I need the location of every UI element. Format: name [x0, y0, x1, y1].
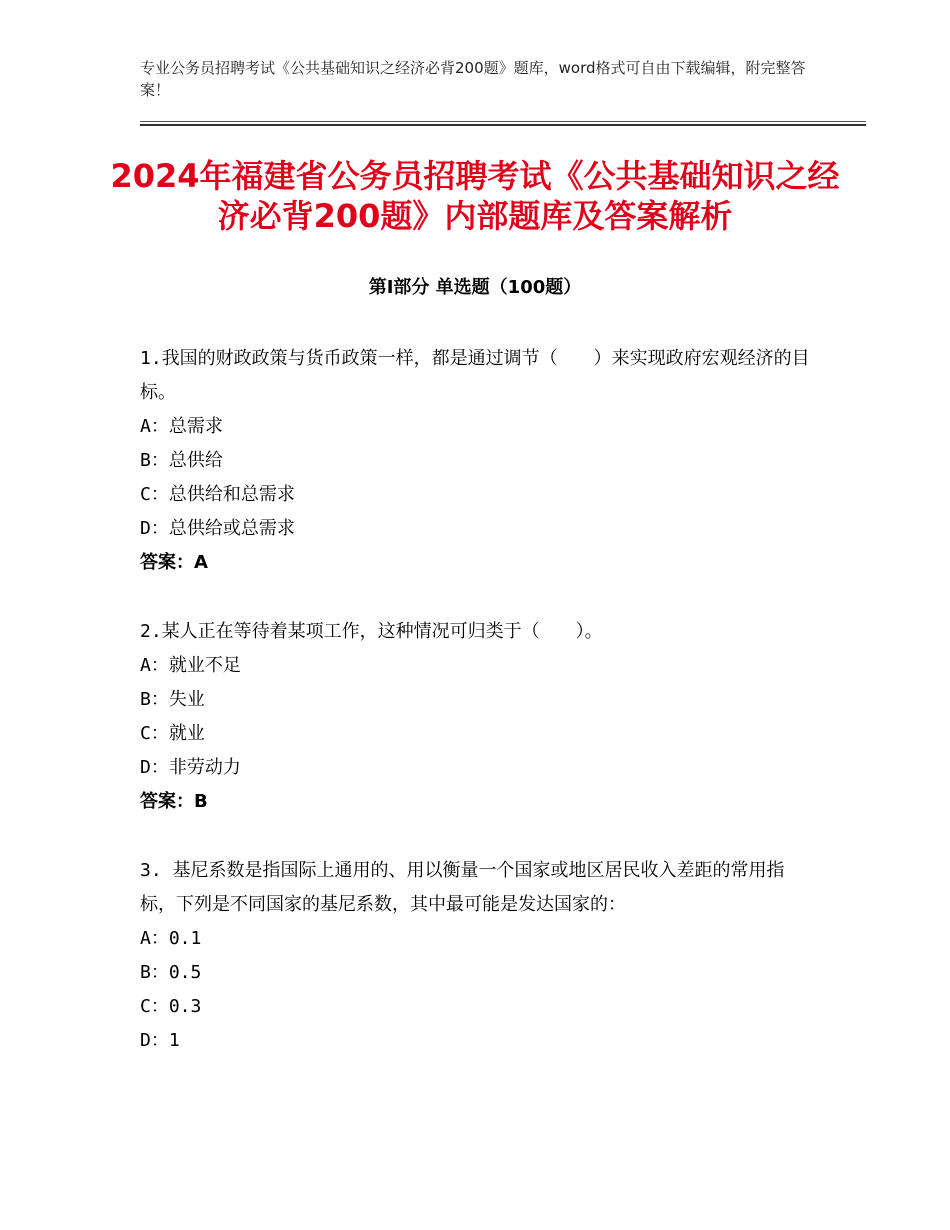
- question-stem: 3. 基尼系数是指国际上通用的、用以衡量一个国家或地区居民收入差距的常用指标，下列是不同国家的基尼系数，其中最可能是发达国家的：: [140, 860, 785, 915]
- option-a: A：0.1: [140, 928, 202, 949]
- option-d: D：总供给或总需求: [140, 518, 295, 539]
- option-a: A：总需求: [140, 416, 223, 437]
- question-3: [140, 854, 810, 1058]
- section-title: 第Ⅰ部分 单选题（100题）: [368, 277, 582, 298]
- option-c: C：0.3: [140, 996, 202, 1017]
- answer: 答案：B: [140, 791, 208, 812]
- question-stem: 2.某人正在等待着某项工作，这种情况可归类于（ ）。: [140, 621, 603, 642]
- option-a: A：就业不足: [140, 655, 241, 676]
- option-c: C：就业: [140, 723, 205, 744]
- header-divider-thick: [140, 124, 866, 126]
- option-c: C：总供给和总需求: [140, 484, 295, 505]
- option-b: B：失业: [140, 689, 205, 710]
- option-b: B：0.5: [140, 962, 202, 983]
- answer: 答案：A: [140, 552, 208, 573]
- option-d: D：非劳动力: [140, 757, 241, 778]
- option-b: B：总供给: [140, 450, 223, 471]
- question-2: [140, 615, 810, 819]
- document-title: 2024年福建省公务员招聘考试《公共基础知识之经济必背200题》内部题库及答案解析: [110, 157, 840, 235]
- option-d: D：1: [140, 1030, 180, 1051]
- question-stem: 1.我国的财政政策与货币政策一样，都是通过调节（ ）来实现政府宏观经济的目标。: [140, 348, 810, 403]
- header-divider-thin: [140, 121, 866, 122]
- header-note: 专业公务员招聘考试《公共基础知识之经济必背200题》题库，word格式可自由下载编辑，附完整答案！: [140, 59, 806, 99]
- question-1: [140, 342, 810, 580]
